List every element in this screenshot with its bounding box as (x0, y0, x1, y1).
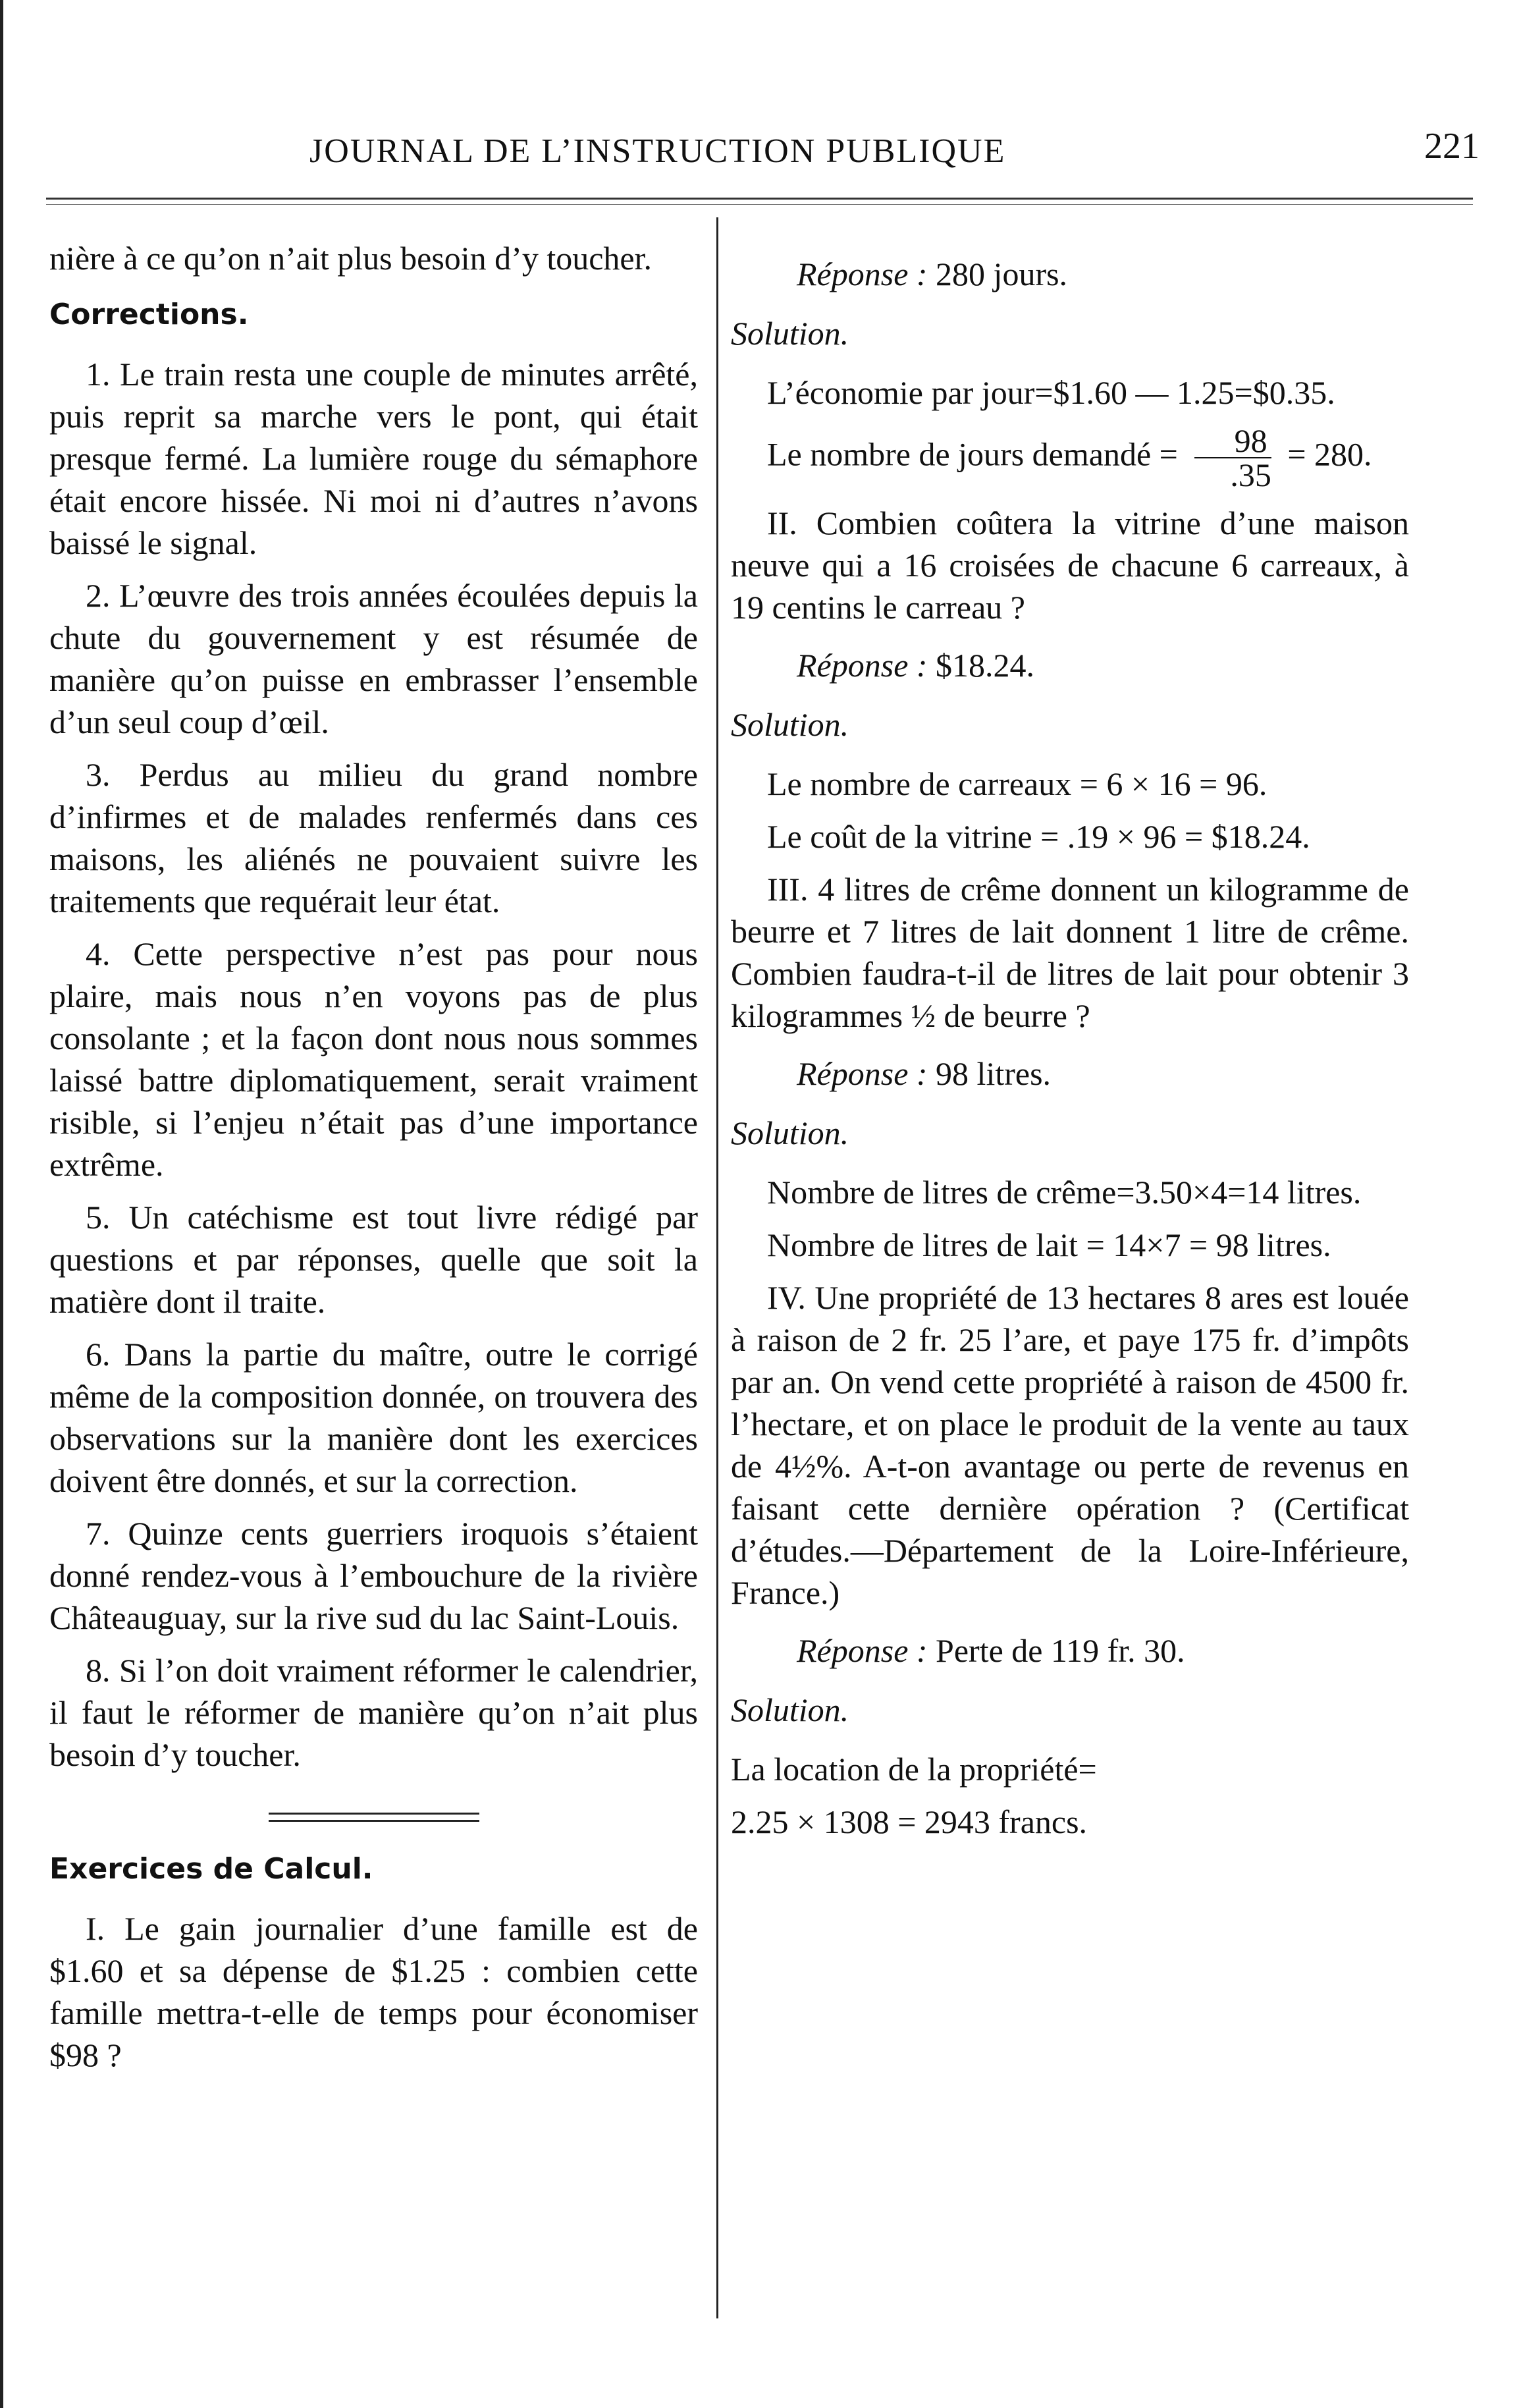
answer-1 (731, 253, 1409, 295)
solution-heading-2: Solution. (731, 706, 849, 743)
solution-heading-3: Solution. (731, 1114, 849, 1151)
correction-item-2: 2. L’œuvre des trois années écoulées depuis la chute du gouvernement y est résumée de manière qu’on puisse en embrasser l’ensemble d’un seul coup d’œil. (49, 577, 698, 740)
header-rule (46, 198, 1473, 200)
page-edge (0, 0, 3, 2408)
answer-label: Réponse : (797, 1055, 928, 1092)
right-column (731, 237, 1409, 1853)
running-head: JOURNAL DE L’INSTRUCTION PUBLIQUE (309, 132, 1006, 170)
correction-item-6: 6. Dans la partie du maître, outre le corrigé même de la composition donnée, on trouvera des observations sur la manière dont les exercices doivent être donnés, et sur la correction. (49, 1336, 698, 1499)
correction-item-8: 8. Si l’on doit vraiment réformer le calendrier, il faut le réformer de manière qu’on n’ait plus besoin d’y toucher. (49, 1652, 698, 1773)
problem-1: I. Le gain journalier d’une famille est de $1.60 et sa dépense de $1.25 : combien cette famille mettra-t-elle de temps pour économiser $98 ? (49, 1910, 698, 2073)
answer-label: Réponse : (797, 256, 928, 292)
correction-item-5: 5. Un catéchisme est tout livre rédigé par questions et par réponses, quelle que soit la matière dont il traite. (49, 1199, 698, 1320)
page-number: 221 (1424, 126, 1479, 167)
answer-value: 98 litres. (936, 1055, 1052, 1092)
problem-4: IV. Une propriété de 13 hectares 8 ares est louée à raison de 2 fr. 25 l’are, et paye 175 fr. d’impôts par an. On vend cette propriété à raison de 4500 fr. l’hectare, et on place le produit de la vente au taux de 4½%. A-t-on avantage ou perte de revenus en faisant cette dernière opération ? (Certificat d’études.—Département de la Loire-Inférieure, France.) (731, 1279, 1409, 1611)
answer-label: Réponse : (797, 647, 928, 684)
correction-item-3: 3. Perdus au milieu du grand nombre d’infirmes et de malades renfermés dans ces maisons, les aliénés ne pouvaient suivre les traitements que requérait leur état. (49, 756, 698, 919)
solution-1-prefix: Le nombre de jours demandé = (767, 435, 1178, 473)
answer-value: $18.24. (936, 647, 1035, 684)
corrections-heading: Corrections. (49, 298, 249, 331)
solution-3-line-1: Nombre de litres de crême=3.50×4=14 litres. (767, 1174, 1362, 1211)
intro-paragraph: nière à ce qu’on n’ait plus besoin d’y toucher. (49, 240, 652, 277)
fraction-denominator: .35 (1230, 456, 1271, 493)
solution-2-line-2: Le coût de la vitrine = .19 × 96 = $18.24. (767, 818, 1310, 855)
left-column (49, 237, 698, 2087)
column-divider (716, 217, 718, 2318)
answer-2 (731, 644, 1409, 686)
fraction (1190, 424, 1275, 491)
correction-item-1: 1. Le train resta une couple de minutes arrêté, puis reprit sa marche vers le pont, qui était presque fermé. La lumière rouge du sémaphore était encore hissée. Ni moi ni d’autres n’avons baissé le signal. (49, 356, 698, 561)
solution-4-line-2: 2.25 × 1308 = 2943 francs. (731, 1803, 1088, 1840)
solution-4-line-1: La location de la propriété= (731, 1751, 1097, 1788)
correction-item-4: 4. Cette perspective n’est pas pour nous plaire, mais nous n’en voyons pas de plus consolante ; et la façon dont nous nous sommes laissé battre diplomatiquement, serait vraiment risible, si l’enjeu n’était pas d’une importance extrême. (49, 935, 698, 1183)
answer-3 (731, 1053, 1409, 1095)
solution-3-line-2: Nombre de litres de lait = 14×7 = 98 litres. (767, 1226, 1331, 1263)
page-header (40, 125, 1479, 184)
solution-2-line-1: Le nombre de carreaux = 6 × 16 = 96. (767, 765, 1267, 802)
problem-2: II. Combien coûtera la vitrine d’une maison neuve qui a 16 croisées de chacune 6 carreaux, à 19 centins le carreau ? (731, 505, 1409, 626)
answer-4 (731, 1629, 1409, 1672)
correction-item-7: 7. Quinze cents guerriers iroquois s’étaient donné rendez-vous à l’embouchure de la rivière Châteauguay, sur la rive sud du lac Saint-Louis. (49, 1515, 698, 1636)
solution-1-line-1: L’économie par jour=$1.60 — 1.25=$0.35. (767, 374, 1335, 411)
solution-heading-4: Solution. (731, 1691, 849, 1728)
fraction-numerator: 98 (1194, 424, 1271, 458)
answer-value: Perte de 119 fr. 30. (936, 1632, 1185, 1669)
answer-value: 280 jours. (936, 256, 1068, 292)
section-separator (269, 1813, 479, 1822)
answer-label: Réponse : (797, 1632, 928, 1669)
solution-1-line-2 (731, 424, 1409, 491)
problem-3: III. 4 litres de crême donnent un kilogramme de beurre et 7 litres de lait donnent 1 litre de crême. Combien faudra-t-il de litres de lait pour obtenir 3 kilogrammes ½ de beurre ? (731, 871, 1409, 1034)
solution-1-suffix: = 280. (1287, 435, 1372, 473)
exercices-heading: Exercices de Calcul. (49, 1852, 373, 1886)
solution-heading-1: Solution. (731, 315, 849, 352)
header-rule-thin (46, 204, 1473, 205)
